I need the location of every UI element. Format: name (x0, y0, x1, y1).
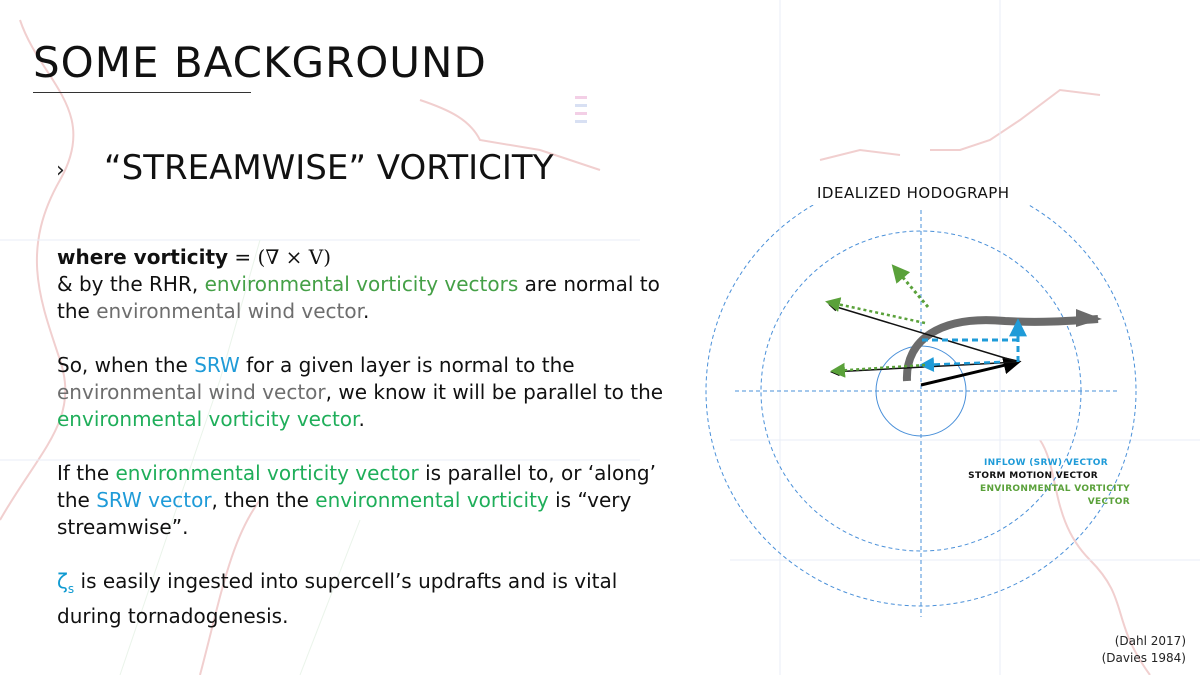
bullet-chevron-icon: › (56, 158, 65, 183)
slide-subtitle: “STREAMWISE” VORTICITY (104, 148, 554, 188)
hodograph-trace-arrowhead (1076, 309, 1102, 327)
legend-inflow-srw: INFLOW (SRW) VECTOR (984, 458, 1108, 468)
hodograph-diagram (700, 205, 1140, 625)
slide-title: SOME BACKGROUND (33, 38, 487, 87)
highlight-env-vorticity-vector: environmental vorticity vector (115, 461, 419, 485)
text-fragment: So, when the (57, 353, 195, 377)
paragraph-streamwise (57, 460, 677, 541)
title-underline (33, 92, 251, 93)
highlight-env-wind-vector: environmental wind vector (96, 299, 363, 323)
vorticity-lead: where vorticity (57, 245, 229, 269)
highlight-srw-vector: SRW vector (96, 488, 212, 512)
text-fragment: , we know it will be parallel to the (325, 380, 664, 404)
hodograph-title: IDEALIZED HODOGRAPH (817, 184, 1010, 202)
reference-davies: (Davies 1984) (1101, 651, 1186, 665)
normal-text: are normal to the (57, 272, 660, 323)
env-vorticity-vector-up (894, 267, 928, 307)
legend-env-vorticity: ENVIRONMENTAL VORTICITY VECTOR (980, 484, 1130, 507)
text-fragment: , then the (211, 488, 316, 512)
storm-motion-vector-2 (832, 362, 1018, 372)
text-fragment: is easily ingested into supercell’s updrafts and is vital during tornadogenesis. (57, 569, 618, 628)
highlight-env-vorticity: environmental vorticity (315, 488, 549, 512)
rhr-text: & by the RHR, (57, 272, 205, 296)
equals-sign: = (228, 245, 258, 269)
text-fragment: If the (57, 461, 116, 485)
references (1080, 633, 1186, 667)
hodograph-ring-outer (706, 205, 1136, 606)
text-fragment: is “very streamwise”. (57, 488, 632, 539)
hodograph-legend (940, 457, 1130, 509)
paragraph-vorticity-definition (57, 244, 677, 325)
legend-storm-motion: STORM MOTION VECTOR (968, 471, 1098, 481)
period: . (358, 407, 365, 431)
zeta-subscript: s (67, 582, 75, 596)
highlight-env-vorticity-vectors: environmental vorticity vectors (204, 272, 519, 296)
slide-body (57, 244, 677, 657)
storm-motion-vector-3 (830, 305, 1018, 362)
highlight-env-wind-vector: environmental wind vector (57, 380, 326, 404)
reference-dahl: (Dahl 2017) (1114, 634, 1186, 648)
paragraph-zeta (57, 568, 677, 630)
highlight-env-vorticity-vector: environmental vorticity vector (57, 407, 359, 431)
text-fragment: is parallel to, or ‘along’ the (57, 461, 656, 512)
paragraph-srw-normal (57, 352, 677, 433)
text-fragment: for a given layer is normal to the (239, 353, 575, 377)
period: . (362, 299, 370, 323)
zeta-letter: ζ (57, 569, 68, 593)
zeta-symbol (57, 569, 75, 596)
hodograph-trace (907, 319, 1098, 381)
highlight-srw: SRW (194, 353, 240, 377)
curl-formula: (∇ × V) (257, 245, 332, 269)
